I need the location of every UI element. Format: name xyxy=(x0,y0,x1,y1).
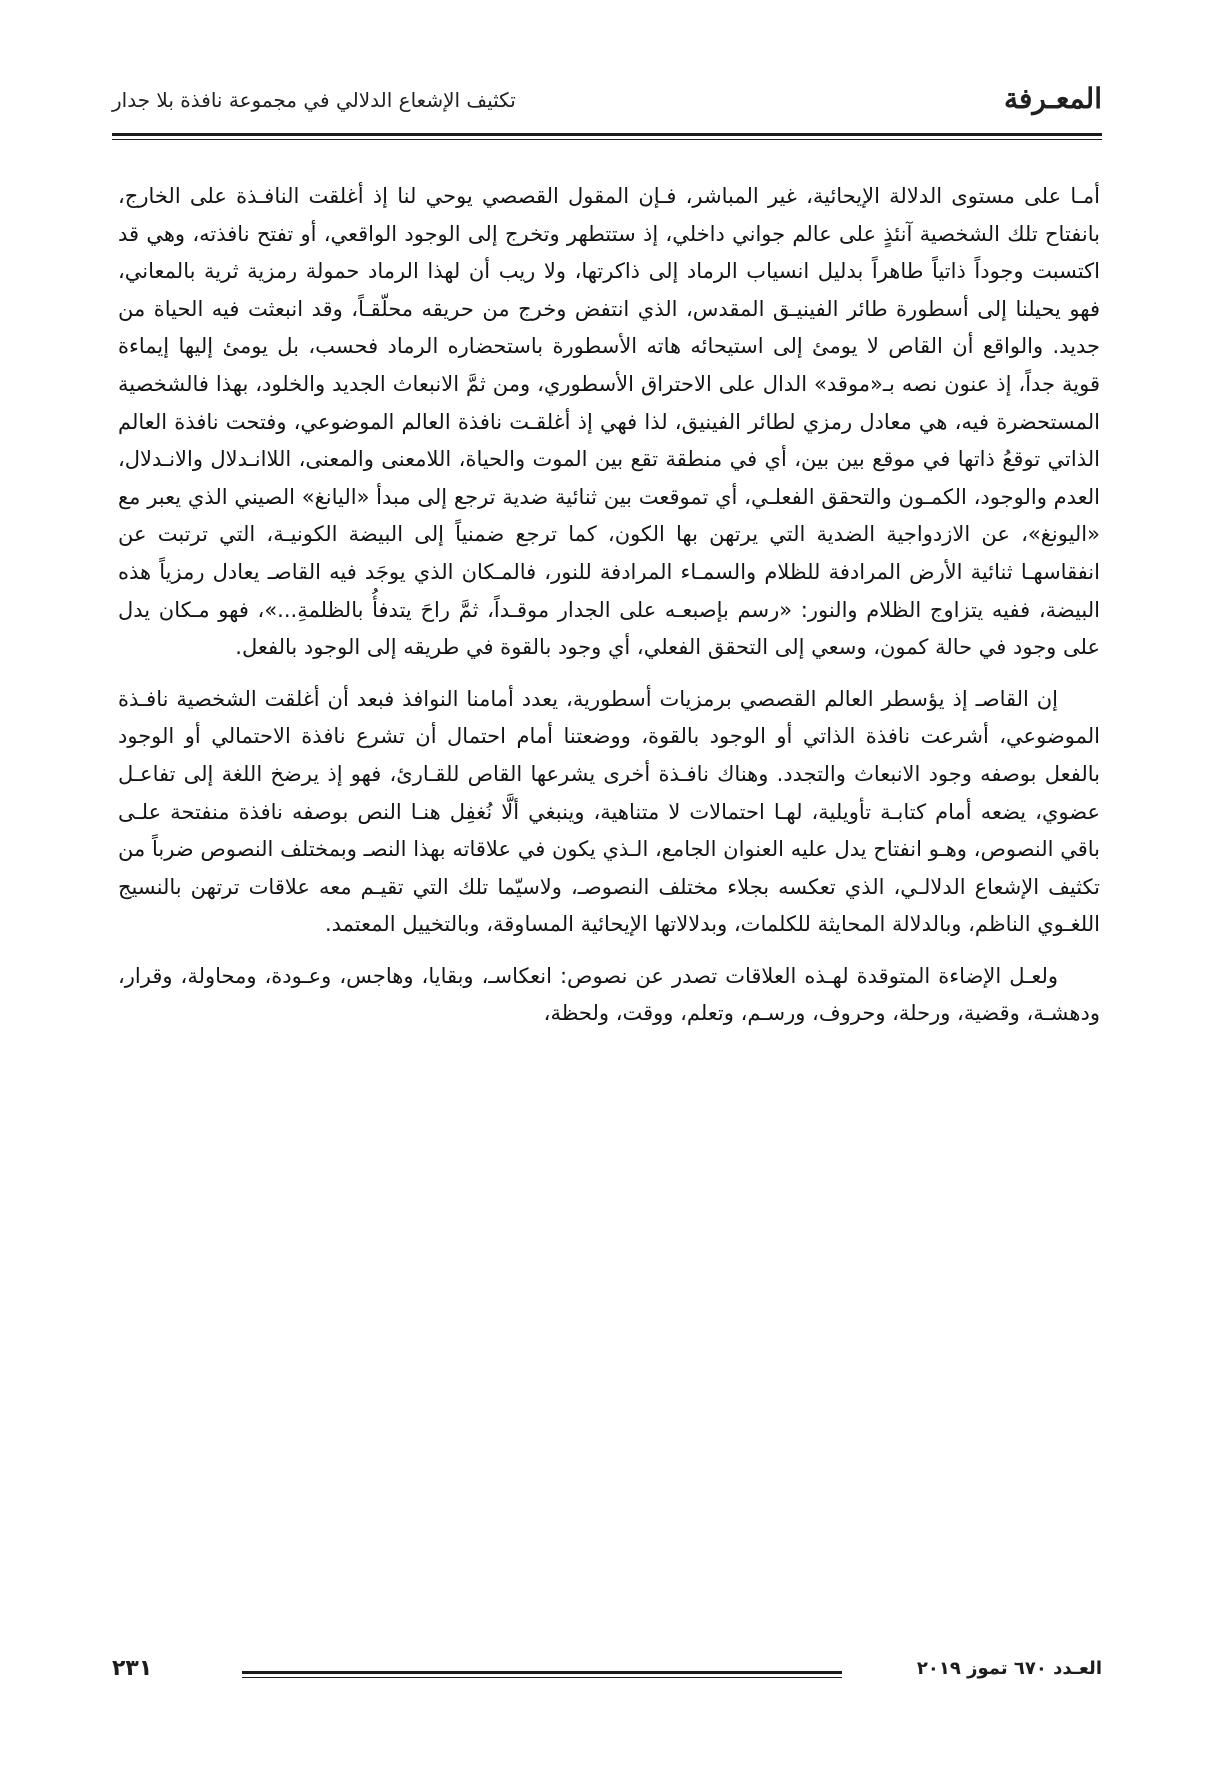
paragraph: أمـا على مستوى الدلالة الإيحائية، غير المباشر، فـإن المقول القصصي يوحي لنا إذ أغلقت النافـذة على الخارج، بانفتاح تلك الشخصية آنئذٍ على عالم جواني داخلي، إذ ستتطهر وتخرج إلى الوجود الواقعي، أو تفتح نافذته، وهي قد اكتسبت وجوداً ذاتياً طاهراً بدليل انسياب الرماد إلى ذاكرتها، ولا ريب أن لهذا الرماد حمولة رمزية ثرية بالمعاني، فهو يحيلنا إلى أسطورة طائر الفينيـق المقدس، الذي انتفض وخرج من حريقه محلّقـاً، وقد انبعثت فيه الحياة من جديد. والواقع أن القاص لا يومئ إلى استيحائه هاته الأسطورة باستحضاره الرماد فحسب، بل يومئ إليها إيماءة قوية جداً، إذ عنون نصه بـ«موقد» الدال على الاحتراق الأسطوري، ومن ثمَّ الانبعاث الجديد والخلود، بهذا فالشخصية المستحضرة فيه، هي معادل رمزي لطائر الفينيق، لذا فهي إذ أغلقـت نافذة العالم الموضوعي، وفتحت نافذة العالم الذاتي توقعُ ذاتها في موقع بين بين، أي في منطقة تقع بين الموت والحياة، اللامعنى والمعنى، اللاانـدلال والانـدلال، العدم والوجود، الكمـون والتحقق الفعلـي، أي تموقعت بين ثنائية ضدية ترجع إلى مبدأ «اليانغ» الصيني الذي يعبر مع «اليونغ»، عن الازدواجية الضدية التي يرتهن بها الكون، كما ترجع ضمنياً إلى البيضة الكونيـة، التي ترتبت عن انفقاسهـا ثنائية الأرض المرادفة للظلام والسمـاء المرادفة للنور، فالمـكان الذي يوجَد فيه القاصـ يعادل رمزياً هذه البيضة، ففيه يتزاوج الظلام والنور: «رسم بإصبعـه على الجدار موقـداً، ثمَّ راحَ يتدفأُ بالظلمةِ...»، فهو مـكان يدل على وجود في حالة كمون، وسعي إلى التحقق الفعلي، أي وجود بالقوة في طريقه إلى الوجود بالفعل. xyxy=(118,184,1100,660)
footer-divider xyxy=(242,1671,842,1674)
issue-info: العـدد ٦٧٠ تموز ٢٠١٩ xyxy=(916,1658,1102,1679)
running-header xyxy=(112,70,1102,130)
page-footer xyxy=(112,1658,1102,1698)
page-number: ٢٣١ xyxy=(112,1656,153,1681)
footer-divider-thin xyxy=(242,1677,842,1678)
paragraph: إن القاصـ إذ يؤسطر العالم القصصي برمزيات أسطورية، يعدد أمامنا النوافذ فبعد أن أغلقت الشخصية نافـذة الموضوعي، أشرعت نافذة الذاتي أو الوجود بالقوة، ووضعتنا أمام احتمال أن تشرع نافذة الاحتمالي أو الوجود بالفعل بوصفه وجود الانبعاث والتجدد. وهناك نافـذة أخرى يشرعها القاص للقـارئ، فهو إذ يرضخ اللغة إلى تفاعـل عضوي، يضعه أمام كتابـة تأويلية، لهـا احتمالات لا متناهية، وينبغي ألَّا نُغفِل هنـا النص بوصفه نافذة منفتحة علـى باقي النصوص، وهـو انفتاح يدل عليه العنوان الجامع، الـذي يكون في علاقاته بهذا النصـ وبمختلف النصوص ضرباً من تكثيف الإشعاع الدلالـي، الذي تعكسه بجلاء مختلف النصوصـ، ولاسيّما تلك التي تقيـم معه علاقات ترتهن بالنسيج اللغـوي الناظم، وبالدلالة المحايثة للكلمات، وبدلالاتها الإيحائية المساوقة، وبالتخييل المعتمد. xyxy=(118,686,1100,937)
article-title: تكثيف الإشعاع الدلالي في مجموعة نافذة بلا جدار xyxy=(112,88,516,112)
header-divider xyxy=(112,133,1102,136)
header-divider-thin xyxy=(112,139,1102,140)
magazine-logo: المعـرفة xyxy=(1003,82,1102,115)
article-body xyxy=(118,178,1100,1033)
paragraph: ولعـل الإضاءة المتوقدة لهـذه العلاقات تصدر عن نصوص: انعكاسـ، وبقايا، وهاجس، وعـودة، ومحاولة، وقرار، ودهشـة، وقضية، ورحلة، وحروف، ورسـم، وتعلم، ووقت، ولحظة، xyxy=(118,963,1100,1026)
